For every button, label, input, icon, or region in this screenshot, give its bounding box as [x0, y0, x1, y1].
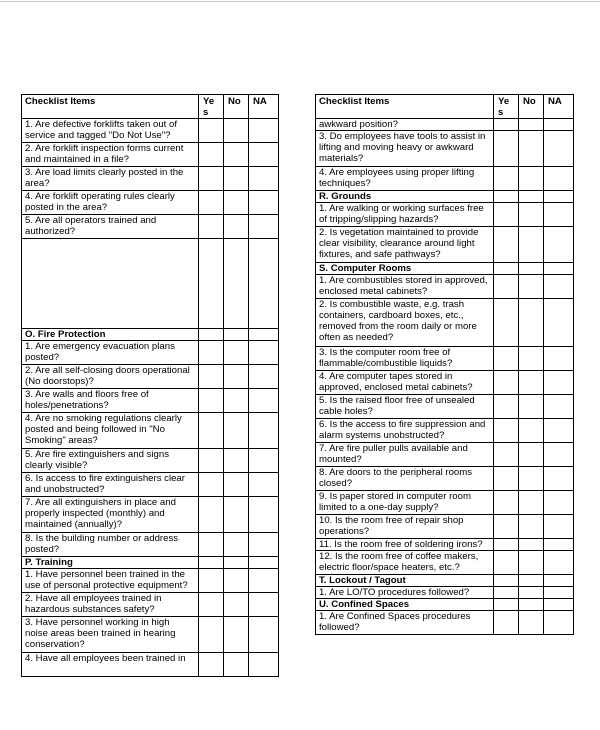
yes-checkbox-cell[interactable] — [199, 449, 224, 473]
checklist-row — [316, 119, 574, 131]
header-row — [316, 95, 574, 119]
checklist-row — [316, 611, 574, 635]
yes-checkbox-cell[interactable] — [199, 329, 224, 341]
checklist-row — [316, 167, 574, 191]
checklist-row — [316, 443, 574, 467]
yes-checkbox-cell[interactable] — [199, 653, 224, 677]
na-checkbox-cell[interactable] — [249, 329, 279, 341]
na-checkbox-cell[interactable] — [249, 617, 279, 653]
no-checkbox-cell[interactable] — [519, 371, 544, 395]
na-checkbox-cell[interactable] — [544, 551, 574, 575]
right-checklist-table — [315, 94, 574, 635]
na-checkbox-cell[interactable] — [544, 599, 574, 611]
checklist-row — [316, 203, 574, 227]
question-text: 2. Are forklift inspection forms current and maintained in a file? — [22, 143, 199, 167]
checklist-row — [316, 515, 574, 539]
checklist-row — [22, 167, 279, 191]
no-checkbox-cell[interactable] — [519, 347, 544, 371]
question-text: 1. Have personnel been trained in the use of personal protective equipment? — [22, 569, 199, 593]
na-checkbox-cell[interactable] — [249, 389, 279, 413]
checklist-row — [316, 491, 574, 515]
right-checklist-column — [315, 94, 574, 636]
question-text: 12. Is the room free of coffee makers, electric floor/space heaters, etc.? — [316, 551, 494, 575]
no-checkbox-cell[interactable] — [224, 365, 249, 389]
no-checkbox-cell[interactable] — [519, 491, 544, 515]
no-checkbox-cell[interactable] — [519, 467, 544, 491]
na-checkbox-cell[interactable] — [249, 473, 279, 497]
no-checkbox-cell[interactable] — [224, 119, 249, 143]
yes-checkbox-cell[interactable] — [199, 593, 224, 617]
na-checkbox-cell[interactable] — [544, 611, 574, 635]
header-yes: Ye s — [494, 95, 519, 119]
header-checklist-items: Checklist Items — [22, 95, 199, 119]
no-checkbox-cell[interactable] — [224, 191, 249, 215]
yes-checkbox-cell[interactable] — [494, 575, 519, 587]
question-text: 4. Are no smoking regulations clearly posted and being followed in "No Smoking" areas? — [22, 413, 199, 449]
yes-checkbox-cell[interactable] — [199, 239, 224, 329]
question-text: 3. Do employees have tools to assist in lifting and moving heavy or awkward materials? — [316, 131, 494, 167]
yes-checkbox-cell[interactable] — [494, 131, 519, 167]
no-checkbox-cell[interactable] — [224, 167, 249, 191]
checklist-row — [316, 587, 574, 599]
question-text: 4. Are forklift operating rules clearly posted in the area? — [22, 191, 199, 215]
na-checkbox-cell[interactable] — [249, 365, 279, 389]
checklist-row — [316, 227, 574, 263]
yes-checkbox-cell[interactable] — [494, 371, 519, 395]
checklist-row — [22, 215, 279, 239]
no-checkbox-cell[interactable] — [224, 389, 249, 413]
question-text: 10. Is the room free of repair shop operations? — [316, 515, 494, 539]
yes-checkbox-cell[interactable] — [199, 119, 224, 143]
question-text: 1. Are Confined Spaces procedures followed? — [316, 611, 494, 635]
section-heading: P. Training — [22, 557, 199, 569]
checklist-row — [22, 449, 279, 473]
no-checkbox-cell[interactable] — [519, 203, 544, 227]
na-checkbox-cell[interactable] — [544, 419, 574, 443]
na-checkbox-cell[interactable] — [544, 347, 574, 371]
checklist-row — [316, 539, 574, 551]
checklist-row — [22, 143, 279, 167]
na-checkbox-cell[interactable] — [544, 587, 574, 599]
checklist-row — [316, 131, 574, 167]
na-checkbox-cell[interactable] — [249, 569, 279, 593]
no-checkbox-cell[interactable] — [519, 575, 544, 587]
question-text: 2. Is combustible waste, e.g. trash containers, cardboard boxes, etc., removed from the room daily or more often as needed? — [316, 299, 494, 347]
question-text: 1. Are walking or working surfaces free of tripping/slipping hazards? — [316, 203, 494, 227]
yes-checkbox-cell[interactable] — [199, 473, 224, 497]
yes-checkbox-cell[interactable] — [199, 143, 224, 167]
no-checkbox-cell[interactable] — [224, 341, 249, 365]
question-text: 3. Have personnel working in high noise areas been trained in hearing conservation? — [22, 617, 199, 653]
header-na: NA — [544, 95, 574, 119]
no-checkbox-cell[interactable] — [224, 533, 249, 557]
no-checkbox-cell[interactable] — [224, 557, 249, 569]
checklist-row — [22, 617, 279, 653]
question-text: 5. Is the raised floor free of unsealed cable holes? — [316, 395, 494, 419]
checklist-row — [22, 413, 279, 449]
yes-checkbox-cell[interactable] — [494, 191, 519, 203]
yes-checkbox-cell[interactable] — [199, 557, 224, 569]
yes-checkbox-cell[interactable] — [494, 515, 519, 539]
na-checkbox-cell[interactable] — [544, 119, 574, 131]
yes-checkbox-cell[interactable] — [494, 167, 519, 191]
section-row — [22, 557, 279, 569]
question-text: 5. Are fire extinguishers and signs clearly visible? — [22, 449, 199, 473]
question-text: 2. Is vegetation maintained to provide clear visibility, clearance around light fixtures, and safe pathways? — [316, 227, 494, 263]
question-text: 4. Have all employees been trained in — [22, 653, 199, 677]
na-checkbox-cell[interactable] — [544, 491, 574, 515]
question-text: 3. Are load limits clearly posted in the area? — [22, 167, 199, 191]
na-checkbox-cell[interactable] — [544, 131, 574, 167]
na-checkbox-cell[interactable] — [544, 167, 574, 191]
na-checkbox-cell[interactable] — [249, 557, 279, 569]
question-text: 6. Is the access to fire suppression and alarm systems unobstructed? — [316, 419, 494, 443]
yes-checkbox-cell[interactable] — [494, 395, 519, 419]
no-checkbox-cell[interactable] — [224, 617, 249, 653]
question-text: 1. Are LO/TO procedures followed? — [316, 587, 494, 599]
yes-checkbox-cell[interactable] — [494, 491, 519, 515]
header-no: No — [519, 95, 544, 119]
top-divider — [0, 1, 600, 2]
checklist-row — [22, 653, 279, 677]
checklist-row — [316, 467, 574, 491]
header-yes: Ye s — [199, 95, 224, 119]
checklist-row — [22, 365, 279, 389]
checklist-row — [22, 569, 279, 593]
yes-checkbox-cell[interactable] — [494, 347, 519, 371]
question-text: 6. Is access to fire extinguishers clear and unobstructed? — [22, 473, 199, 497]
no-checkbox-cell[interactable] — [224, 449, 249, 473]
yes-checkbox-cell[interactable] — [494, 551, 519, 575]
na-checkbox-cell[interactable] — [544, 191, 574, 203]
yes-checkbox-cell[interactable] — [199, 215, 224, 239]
question-text: awkward position? — [316, 119, 494, 131]
no-checkbox-cell[interactable] — [224, 329, 249, 341]
no-checkbox-cell[interactable] — [224, 143, 249, 167]
na-checkbox-cell[interactable] — [249, 191, 279, 215]
no-checkbox-cell[interactable] — [224, 497, 249, 533]
blank-row — [22, 239, 279, 329]
yes-checkbox-cell[interactable] — [199, 413, 224, 449]
question-text: 1. Are emergency evacuation plans posted? — [22, 341, 199, 365]
yes-checkbox-cell[interactable] — [494, 119, 519, 131]
na-checkbox-cell[interactable] — [544, 515, 574, 539]
yes-checkbox-cell[interactable] — [494, 419, 519, 443]
na-checkbox-cell[interactable] — [544, 263, 574, 275]
question-text: 1. Are combustibles stored in approved, enclosed metal cabinets? — [316, 275, 494, 299]
na-checkbox-cell[interactable] — [249, 413, 279, 449]
yes-checkbox-cell[interactable] — [199, 389, 224, 413]
question-text — [22, 239, 199, 329]
section-row — [316, 575, 574, 587]
yes-checkbox-cell[interactable] — [199, 167, 224, 191]
no-checkbox-cell[interactable] — [224, 653, 249, 677]
checklist-row — [22, 389, 279, 413]
yes-checkbox-cell[interactable] — [494, 443, 519, 467]
checklist-row — [22, 497, 279, 533]
na-checkbox-cell[interactable] — [249, 143, 279, 167]
na-checkbox-cell[interactable] — [249, 497, 279, 533]
left-checklist-table — [21, 94, 279, 677]
checklist-row — [316, 275, 574, 299]
na-checkbox-cell[interactable] — [544, 575, 574, 587]
yes-checkbox-cell[interactable] — [494, 599, 519, 611]
checklist-row — [316, 347, 574, 371]
yes-checkbox-cell[interactable] — [494, 263, 519, 275]
yes-checkbox-cell[interactable] — [199, 191, 224, 215]
question-text: 8. Are doors to the peripheral rooms closed? — [316, 467, 494, 491]
no-checkbox-cell[interactable] — [519, 119, 544, 131]
left-checklist-column — [21, 94, 279, 664]
yes-checkbox-cell[interactable] — [199, 569, 224, 593]
checklist-row — [22, 119, 279, 143]
question-text: 3. Are walls and floors free of holes/penetrations? — [22, 389, 199, 413]
no-checkbox-cell[interactable] — [224, 593, 249, 617]
question-text: 4. Are computer tapes stored in approved, enclosed metal cabinets? — [316, 371, 494, 395]
checklist-row — [316, 371, 574, 395]
yes-checkbox-cell[interactable] — [199, 617, 224, 653]
question-text: 5. Are all operators trained and authorized? — [22, 215, 199, 239]
na-checkbox-cell[interactable] — [544, 299, 574, 347]
na-checkbox-cell[interactable] — [544, 275, 574, 299]
no-checkbox-cell[interactable] — [519, 551, 544, 575]
no-checkbox-cell[interactable] — [519, 299, 544, 347]
na-checkbox-cell[interactable] — [249, 119, 279, 143]
na-checkbox-cell[interactable] — [544, 539, 574, 551]
na-checkbox-cell[interactable] — [249, 341, 279, 365]
yes-checkbox-cell[interactable] — [494, 227, 519, 263]
na-checkbox-cell[interactable] — [249, 239, 279, 329]
header-row — [22, 95, 279, 119]
no-checkbox-cell[interactable] — [519, 419, 544, 443]
question-text: 3. Is the computer room free of flammable/combustible liquids? — [316, 347, 494, 371]
question-text: 11. Is the room free of soldering irons? — [316, 539, 494, 551]
na-checkbox-cell[interactable] — [249, 593, 279, 617]
yes-checkbox-cell[interactable] — [494, 587, 519, 599]
question-text: 7. Are all extinguishers in place and properly inspected (monthly) and maintained (annually)? — [22, 497, 199, 533]
no-checkbox-cell[interactable] — [519, 611, 544, 635]
checklist-row — [22, 593, 279, 617]
header-na: NA — [249, 95, 279, 119]
no-checkbox-cell[interactable] — [519, 131, 544, 167]
section-heading: R. Grounds — [316, 191, 494, 203]
yes-checkbox-cell[interactable] — [199, 533, 224, 557]
no-checkbox-cell[interactable] — [519, 227, 544, 263]
section-row — [316, 191, 574, 203]
question-text: 8. Is the building number or address posted? — [22, 533, 199, 557]
question-text: 2. Are all self-closing doors operational (No doorstops)? — [22, 365, 199, 389]
na-checkbox-cell[interactable] — [544, 467, 574, 491]
na-checkbox-cell[interactable] — [249, 653, 279, 677]
no-checkbox-cell[interactable] — [519, 395, 544, 419]
checklist-row — [316, 551, 574, 575]
yes-checkbox-cell[interactable] — [494, 539, 519, 551]
no-checkbox-cell[interactable] — [519, 263, 544, 275]
no-checkbox-cell[interactable] — [519, 539, 544, 551]
na-checkbox-cell[interactable] — [544, 227, 574, 263]
header-checklist-items: Checklist Items — [316, 95, 494, 119]
yes-checkbox-cell[interactable] — [494, 611, 519, 635]
no-checkbox-cell[interactable] — [519, 443, 544, 467]
no-checkbox-cell[interactable] — [224, 569, 249, 593]
no-checkbox-cell[interactable] — [519, 587, 544, 599]
yes-checkbox-cell[interactable] — [199, 497, 224, 533]
na-checkbox-cell[interactable] — [544, 203, 574, 227]
na-checkbox-cell[interactable] — [544, 443, 574, 467]
section-heading: S. Computer Rooms — [316, 263, 494, 275]
section-heading: U. Confined Spaces — [316, 599, 494, 611]
no-checkbox-cell[interactable] — [224, 413, 249, 449]
checklist-row — [22, 533, 279, 557]
no-checkbox-cell[interactable] — [519, 515, 544, 539]
no-checkbox-cell[interactable] — [519, 167, 544, 191]
question-text: 7. Are fire puller pulls available and mounted? — [316, 443, 494, 467]
no-checkbox-cell[interactable] — [224, 239, 249, 329]
yes-checkbox-cell[interactable] — [494, 299, 519, 347]
na-checkbox-cell[interactable] — [249, 533, 279, 557]
section-heading: T. Lockout / Tagout — [316, 575, 494, 587]
question-text: 9. Is paper stored in computer room limited to a one-day supply? — [316, 491, 494, 515]
checklist-row — [22, 341, 279, 365]
checklist-row — [316, 419, 574, 443]
checklist-row — [316, 299, 574, 347]
checklist-row — [316, 395, 574, 419]
question-text: 2. Have all employees trained in hazardous substances safety? — [22, 593, 199, 617]
yes-checkbox-cell[interactable] — [494, 203, 519, 227]
no-checkbox-cell[interactable] — [224, 473, 249, 497]
na-checkbox-cell[interactable] — [249, 167, 279, 191]
na-checkbox-cell[interactable] — [249, 215, 279, 239]
yes-checkbox-cell[interactable] — [494, 467, 519, 491]
yes-checkbox-cell[interactable] — [494, 275, 519, 299]
na-checkbox-cell[interactable] — [249, 449, 279, 473]
yes-checkbox-cell[interactable] — [199, 341, 224, 365]
no-checkbox-cell[interactable] — [224, 215, 249, 239]
yes-checkbox-cell[interactable] — [199, 365, 224, 389]
section-row — [316, 263, 574, 275]
na-checkbox-cell[interactable] — [544, 395, 574, 419]
no-checkbox-cell[interactable] — [519, 191, 544, 203]
section-row — [316, 599, 574, 611]
section-heading: O. Fire Protection — [22, 329, 199, 341]
no-checkbox-cell[interactable] — [519, 275, 544, 299]
header-no: No — [224, 95, 249, 119]
no-checkbox-cell[interactable] — [519, 599, 544, 611]
checklist-row — [22, 191, 279, 215]
question-text: 1. Are defective forklifts taken out of service and tagged "Do Not Use"? — [22, 119, 199, 143]
na-checkbox-cell[interactable] — [544, 371, 574, 395]
checklist-row — [22, 473, 279, 497]
section-row — [22, 329, 279, 341]
question-text: 4. Are employees using proper lifting techniques? — [316, 167, 494, 191]
